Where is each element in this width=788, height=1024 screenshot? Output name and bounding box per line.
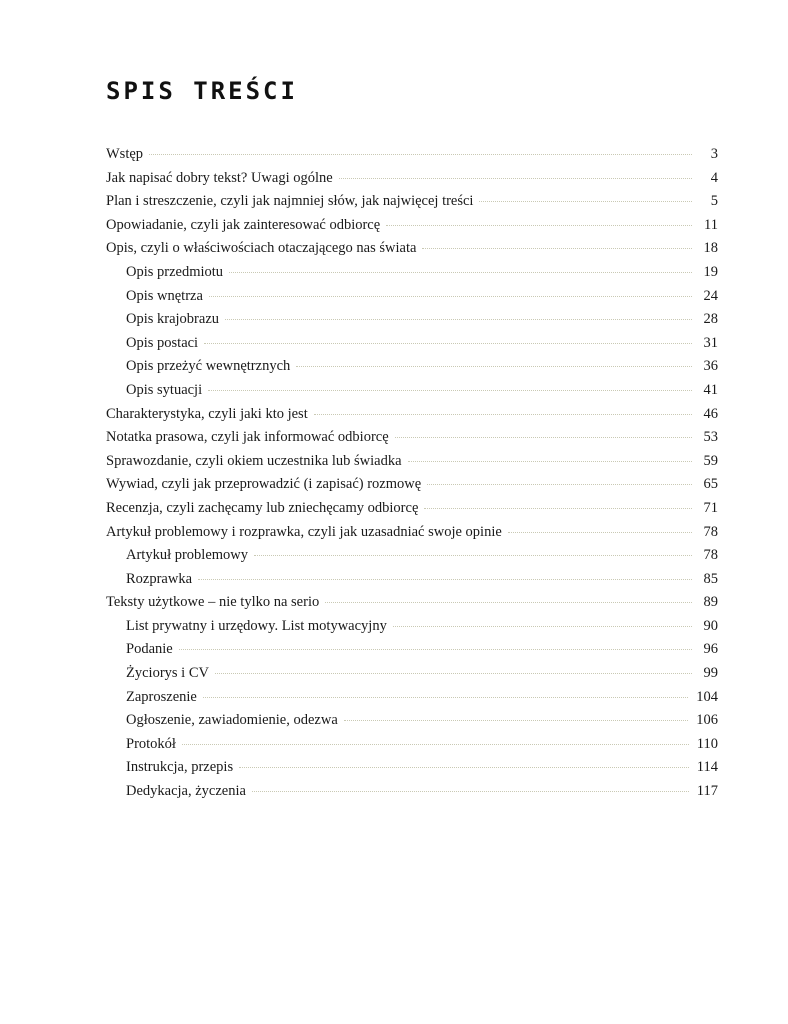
toc-entry [106, 190, 718, 214]
toc-page-number: 24 [703, 287, 718, 304]
toc-entry-title: Wywiad, czyli jak przeprowadzić (i zapisać) rozmowę [106, 476, 422, 493]
toc-subentry [106, 355, 718, 379]
toc-entry-title: Opis sytuacji [126, 381, 203, 398]
toc-page-number: 36 [703, 358, 718, 375]
toc-entry-title: Instrukcja, przepis [126, 759, 234, 776]
toc-entry [106, 591, 718, 615]
dot-leader [424, 508, 692, 509]
toc-entry [106, 214, 718, 238]
toc-entry-title: Ogłoszenie, zawiadomienie, odezwa [126, 712, 338, 729]
dot-leader [427, 484, 692, 485]
toc-page-number: 3 [710, 146, 718, 162]
toc-subentry [106, 709, 718, 733]
toc-entry-title: Charakterystyka, czyli jaki kto jest [106, 405, 308, 422]
table-of-contents [106, 143, 718, 804]
toc-entry-title: Plan i streszczenie, czyli jak najmniej słów, jak najwięcej treści [106, 193, 474, 210]
toc-page-number: 31 [703, 334, 718, 351]
dot-leader [254, 555, 692, 556]
dot-leader [252, 791, 689, 792]
dot-leader [344, 720, 688, 721]
toc-subentry [106, 332, 718, 356]
toc-page-number: 5 [710, 193, 718, 210]
toc-page-number: 11 [704, 216, 718, 233]
toc-entry-title: Recenzja, czyli zachęcamy lub zniechęcamy odbiorcę [106, 499, 419, 516]
toc-subentry [106, 756, 718, 780]
toc-page-number: 46 [703, 405, 718, 422]
toc-entry [106, 167, 718, 191]
toc-entry [106, 473, 718, 497]
toc-entry [106, 403, 718, 427]
toc-entry-title: Opis krajobrazu [126, 311, 220, 328]
toc-page-number: 114 [696, 759, 718, 776]
toc-page-number: 4 [710, 169, 718, 186]
toc-page-number: 117 [696, 783, 718, 800]
toc-entry [106, 521, 718, 545]
toc-subentry [106, 261, 718, 285]
toc-entry [106, 450, 718, 474]
toc-subentry [106, 308, 718, 332]
dot-leader [149, 154, 692, 155]
toc-page-number: 53 [703, 429, 718, 446]
toc-subentry [106, 568, 718, 592]
toc-subentry [106, 662, 718, 686]
dot-leader [204, 343, 692, 344]
dot-leader [182, 744, 689, 745]
dot-leader [229, 272, 692, 273]
toc-entry-title: Podanie [126, 641, 173, 658]
dot-leader [479, 201, 692, 202]
toc-page-number: 99 [703, 665, 718, 682]
dot-leader [239, 767, 689, 768]
toc-subentry [106, 615, 718, 639]
toc-entry-title: Zaproszenie [126, 688, 197, 705]
toc-subentry [106, 285, 718, 309]
dot-leader [203, 697, 688, 698]
toc-subentry [106, 780, 718, 804]
toc-entry [106, 497, 718, 521]
dot-leader [386, 225, 692, 226]
toc-entry-title: Opis wnętrza [126, 287, 203, 304]
toc-entry [106, 237, 718, 261]
toc-page-number: 78 [703, 547, 718, 564]
toc-page-number: 96 [703, 641, 718, 658]
dot-leader [208, 390, 692, 391]
toc-subentry [106, 544, 718, 568]
toc-entry-title: Sprawozdanie, czyli okiem uczestnika lub świadka [106, 452, 402, 469]
dot-leader [508, 532, 692, 533]
dot-leader [209, 296, 692, 297]
toc-page-number: 41 [703, 381, 718, 398]
dot-leader [339, 178, 692, 179]
toc-entry-title: Jak napisać dobry tekst? Uwagi ogólne [106, 169, 333, 186]
toc-page-number: 89 [703, 594, 718, 611]
toc-page-number: 78 [703, 523, 718, 540]
toc-subentry [106, 379, 718, 403]
dot-leader [325, 602, 692, 603]
dot-leader [179, 649, 692, 650]
toc-page-number: 90 [703, 617, 718, 634]
toc-entry-title: Dedykacja, życzenia [126, 783, 246, 800]
toc-page-number: 59 [703, 452, 718, 469]
toc-entry-title: Opis postaci [126, 334, 199, 351]
toc-page-number: 28 [703, 311, 718, 328]
dot-leader [198, 579, 692, 580]
toc-page-number: 110 [696, 735, 718, 752]
toc-entry-title: Artykuł problemowy i rozprawka, czyli jak uzasadniać swoje opinie [106, 523, 502, 540]
dot-leader [408, 461, 692, 462]
toc-subentry [106, 733, 718, 757]
toc-page-number: 19 [703, 263, 718, 280]
toc-page-number: 65 [703, 476, 718, 493]
dot-leader [225, 319, 692, 320]
toc-entry-title: Rozprawka [126, 570, 193, 587]
dot-leader [395, 437, 692, 438]
toc-entry-title: Protokół [126, 735, 176, 752]
toc-entry-title: Opis przedmiotu [126, 263, 224, 280]
toc-entry-title: Opis przeżyć wewnętrznych [126, 358, 291, 375]
dot-leader [215, 673, 692, 674]
toc-entry-title: Wstęp [106, 146, 144, 162]
toc-page-number: 106 [696, 712, 718, 729]
toc-entry [106, 426, 718, 450]
toc-entry-title: List prywatny i urzędowy. List motywacyjny [126, 617, 387, 634]
toc-page-number: 104 [696, 688, 718, 705]
toc-entry-title: Opis, czyli o właściwościach otaczającego nas świata [106, 240, 417, 257]
toc-entry-title: Artykuł problemowy [126, 547, 249, 564]
toc-page-number: 85 [703, 570, 718, 587]
toc-page-number: 18 [703, 240, 718, 257]
toc-subentry [106, 686, 718, 710]
dot-leader [296, 366, 692, 367]
toc-subentry [106, 638, 718, 662]
toc-entry-title: Życiorys i CV [126, 665, 209, 682]
toc-page-number: 71 [703, 499, 718, 516]
dot-leader [422, 248, 692, 249]
dot-leader [393, 626, 692, 627]
page-title: SPIS TREŚCI [106, 77, 298, 105]
toc-entry-title: Notatka prasowa, czyli jak informować odbiorcę [106, 429, 389, 446]
toc-entry [106, 143, 718, 167]
toc-entry-title: Teksty użytkowe – nie tylko na serio [106, 594, 320, 611]
dot-leader [314, 414, 692, 415]
toc-entry-title: Opowiadanie, czyli jak zainteresować odbiorcę [106, 216, 381, 233]
